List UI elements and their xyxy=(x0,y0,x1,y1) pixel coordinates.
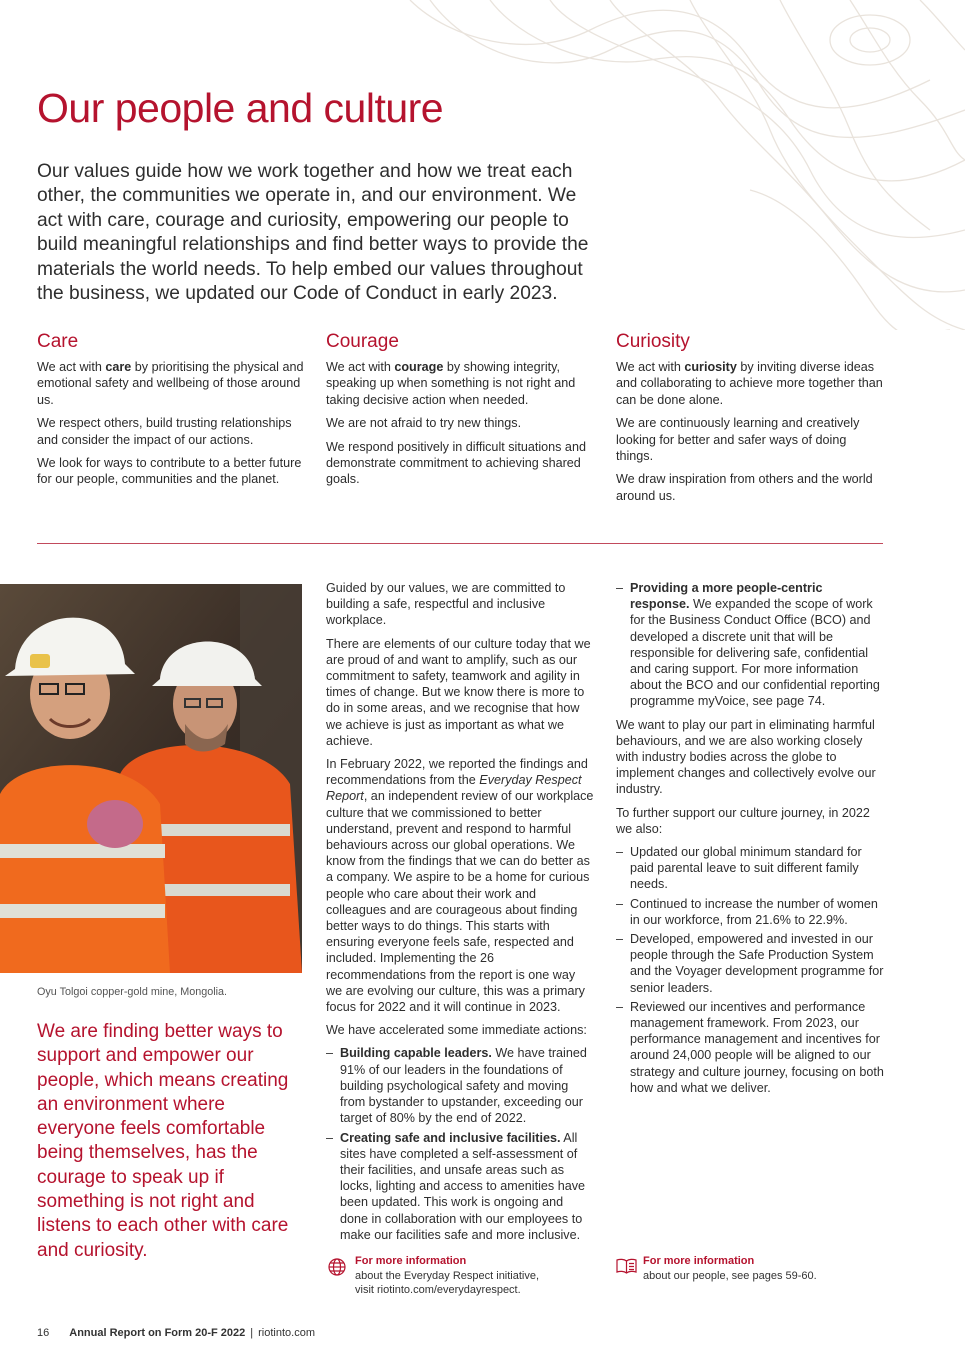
intro-paragraph: Our values guide how we work together and how we treat each other, the communities we operate in, and our environment. We act with care, courage and curiosity, empowering our people to build meaningful relationships and find better ways to provide the materials the world needs. To help embed our values throughout the business, we updated our Code of Conduct in early 2023. xyxy=(37,161,589,305)
value-curiosity xyxy=(616,330,886,511)
paragraph: We have accelerated some immediate actions: xyxy=(326,1023,587,1038)
action-list-continued xyxy=(616,580,884,710)
pull-quote: We are finding better ways to support and empower our people, which means creating an environment where everyone feels comfortable being themselves, has the courage to speak up if something is not right and listens to each other with care and curiosity. xyxy=(37,1021,289,1261)
list-item: – Providing a more people-centric response. We expanded the scope of work for the Business Conduct Office (BCO) and developed a discrete unit that will be responsible for delivering safe, confidential and caring support. For more information about the BCO and our confidential reporting programme myVoice, see page 74. xyxy=(616,580,884,710)
initiatives-list xyxy=(616,844,884,1096)
more-info-heading: For more information xyxy=(355,1255,467,1267)
value-text: We are not afraid to try new things. xyxy=(326,416,522,431)
value-text: We act with curiosity by inviting diverse ideas and collaborating to achieve more together than can be done alone. xyxy=(616,360,883,407)
book-icon xyxy=(616,1258,637,1279)
paragraph: We want to play our part in eliminating harmful behaviours, and we are also working closely with industry bodies across the globe to implement changes and collectively evolve our industry. xyxy=(616,717,876,797)
value-text: We look for ways to contribute to a better future for our people, communities and the planet. xyxy=(37,456,302,487)
more-info-text: about the Everyday Respect initiative, xyxy=(355,1269,540,1282)
list-item: – Updated our global minimum standard for paid parental leave to suit different family needs. xyxy=(616,844,884,893)
footer-separator: | xyxy=(250,1327,254,1339)
value-text: We respond positively in difficult situations and demonstrate commitment to achieving shared goals. xyxy=(326,439,586,487)
more-info-heading: For more information xyxy=(643,1255,755,1267)
list-item: – Continued to increase the number of women in our workforce, from 21.6% to 22.9%. xyxy=(616,896,884,928)
paragraph: To further support our culture journey, in 2022 we also: xyxy=(616,805,870,836)
paragraph: Guided by our values, we are committed to building a safe, respectful and inclusive workplace. xyxy=(326,581,566,628)
list-item: – Developed, empowered and invested in our people through the Safe Production System and the Voyager development programme for senior leaders. xyxy=(616,931,884,996)
more-info-text: about our people, see pages 59-60. xyxy=(643,1269,817,1282)
paragraph: There are elements of our culture today that we are proud of and want to amplify, such as our commitment to safety, teamwork and agility in times of change. But we know there is more to do in some areas, and we recognise that how we achieve is just as important as what we achieve. xyxy=(326,636,591,748)
paragraph: In February 2022, we reported the findings and recommendations from the Everyday Respect Report, an independent review of our workplace culture that we commissioned to better understand, prevent and respond to harmful behaviours across our global operations. We know from the findings that we can do better as a company. We aspire to be a home for curious people who care about their work and colleagues and are courageous about finding better ways to do things. This starts with ensuring everyone feels safe, respected and included. Implementing the 26 recommendations from the report is one way we are evolving our culture, this was a primary focus for 2022 and it will continue in 2023. xyxy=(326,757,594,1015)
photo-caption: Oyu Tolgoi copper-gold mine, Mongolia. xyxy=(37,986,228,998)
list-item: – Creating safe and inclusive facilities. All sites have completed a self-assessment of their facilities, and unsafe areas such as locks, lighting and access to amenities have been updated. This work is ongoing and done in collaboration with our employees to make our facilities safe and more inclusive. xyxy=(326,1130,594,1243)
list-item: – Reviewed our incentives and performance management framework. From 2023, our performance management and incentives for around 24,000 people will be aligned to our strategy and culture journey, focusing on both how and what we deliver. xyxy=(616,999,884,1096)
list-item: – Building capable leaders. We have trained 91% of our leaders in the foundations of building psychological safety and moving from bystander to upstander, exceeding our target of 80% by the end of 2022. xyxy=(326,1045,594,1126)
page-footer xyxy=(37,1327,315,1339)
section-divider xyxy=(37,543,883,544)
document-title: Annual Report on Form 20-F 2022 xyxy=(69,1327,246,1339)
value-heading: Care xyxy=(37,331,79,352)
value-heading: Courage xyxy=(326,331,399,352)
more-info-everyday-respect xyxy=(328,1254,578,1298)
globe-icon xyxy=(328,1258,346,1281)
value-text: We are continuously learning and creatively looking for better and safer ways of doing things. xyxy=(616,416,860,464)
page-title: Our people and culture xyxy=(37,85,444,131)
value-text: We respect others, build trusting relationships and consider the impact of our actions. xyxy=(37,416,292,447)
workers-photo xyxy=(0,584,302,973)
value-care xyxy=(37,330,307,495)
value-text: We draw inspiration from others and the world around us. xyxy=(616,472,873,503)
page-number: 16 xyxy=(37,1327,50,1339)
more-info-link[interactable]: visit riotinto.com/everydayrespect. xyxy=(355,1284,521,1296)
value-heading: Curiosity xyxy=(616,331,690,352)
body-column-2 xyxy=(326,580,594,1250)
value-courage xyxy=(326,330,596,495)
website-link[interactable]: riotinto.com xyxy=(258,1327,315,1339)
more-info-our-people xyxy=(616,1254,866,1283)
value-text: We act with care by prioritising the physical and emotional safety and wellbeing of those around us. xyxy=(37,360,304,407)
value-text: We act with courage by showing integrity, speaking up when something is not right and taking decisive action when needed. xyxy=(326,360,576,407)
action-list xyxy=(326,1045,594,1242)
body-column-3 xyxy=(616,580,884,1103)
